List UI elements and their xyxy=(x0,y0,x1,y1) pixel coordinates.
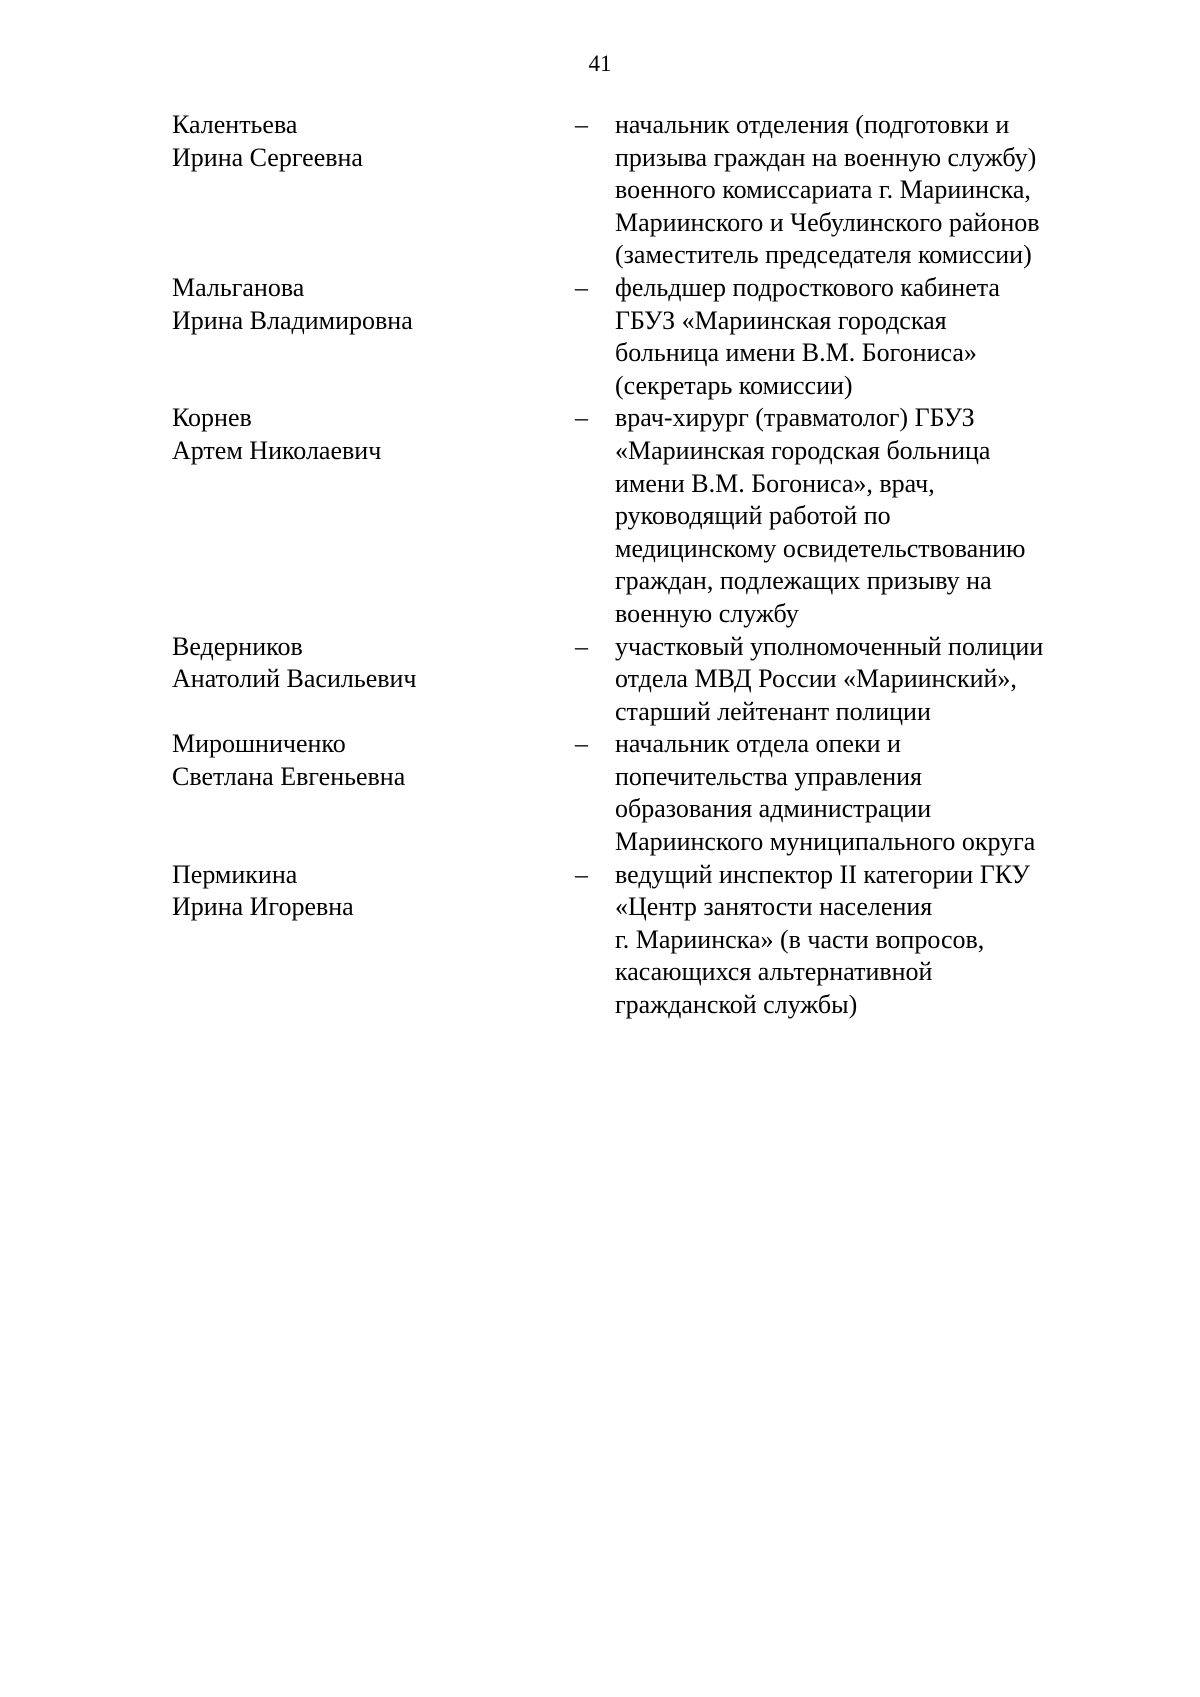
role-line: «Мариинская городская больница xyxy=(615,435,991,465)
role-line: попечительства управления xyxy=(615,761,923,791)
role-line: начальник отдела опеки и xyxy=(615,729,901,759)
member-role xyxy=(615,728,1095,858)
member-name xyxy=(172,272,572,337)
dash-separator: – xyxy=(575,272,588,302)
member-role xyxy=(615,272,1095,402)
member-role xyxy=(615,859,1095,1022)
member-entry xyxy=(0,272,1200,402)
member-entry xyxy=(0,728,1200,858)
member-given-names: Ирина Сергеевна xyxy=(172,142,363,172)
dash-separator: – xyxy=(575,859,588,889)
member-given-names: Артем Николаевич xyxy=(172,435,382,465)
member-surname: Пермикина xyxy=(172,859,298,889)
dash-separator: – xyxy=(575,110,588,139)
dash-separator: – xyxy=(575,403,588,433)
commission-member-list xyxy=(0,109,1200,1022)
role-line: военную службу xyxy=(615,598,799,628)
member-given-names: Ирина Владимировна xyxy=(172,305,413,335)
role-line: Мариинского и Чебулинского районов xyxy=(615,207,1040,237)
dash-separator: – xyxy=(575,631,588,661)
member-name xyxy=(172,728,572,793)
role-line: медицинскому освидетельствованию xyxy=(615,533,1026,563)
role-line: призыва граждан на военную службу) xyxy=(615,142,1037,172)
role-line: фельдшер подросткового кабинета xyxy=(615,272,1000,302)
member-surname: Мирошниченко xyxy=(172,729,346,759)
member-surname: Мальганова xyxy=(172,272,305,302)
dash-separator: – xyxy=(575,729,588,759)
role-line: врач-хирург (травматолог) ГБУЗ xyxy=(615,403,975,433)
role-line: военного комиссариата г. Мариинска, xyxy=(615,175,1031,205)
member-given-names: Анатолий Васильевич xyxy=(172,664,417,694)
member-entry xyxy=(0,631,1200,729)
member-surname: Ведерников xyxy=(172,631,303,661)
role-line: (секретарь комиссии) xyxy=(615,370,853,400)
role-line: имени В.М. Богониса», врач, xyxy=(615,468,935,498)
member-name xyxy=(172,859,572,924)
member-given-names: Светлана Евгеньевна xyxy=(172,761,406,791)
role-line: ГБУЗ «Мариинская городская xyxy=(615,305,947,335)
role-line: больница имени В.М. Богониса» xyxy=(615,338,977,368)
member-role xyxy=(615,402,1095,630)
role-line: (заместитель председателя комиссии) xyxy=(615,240,1032,270)
role-line: образования администрации xyxy=(615,794,932,824)
member-surname: Корнев xyxy=(172,403,252,433)
role-line: г. Мариинска» (в части вопросов, xyxy=(615,924,985,954)
member-role xyxy=(615,109,1095,272)
role-line: ведущий инспектор II категории ГКУ xyxy=(615,859,1030,889)
member-given-names: Ирина Игоревна xyxy=(172,892,354,922)
role-line: руководящий работой по xyxy=(615,501,891,531)
member-entry xyxy=(0,402,1200,630)
role-line: Мариинского муниципального округа xyxy=(615,827,1036,857)
role-line: «Центр занятости населения xyxy=(615,892,933,922)
member-entry xyxy=(0,859,1200,1022)
member-surname: Калентьева xyxy=(172,110,298,139)
role-line: начальник отделения (подготовки и xyxy=(615,110,1010,139)
member-name xyxy=(172,402,572,467)
member-name xyxy=(172,631,572,696)
role-line: касающихся альтернативной xyxy=(615,957,933,987)
member-entry xyxy=(0,109,1200,272)
role-line: участковый уполномоченный полиции xyxy=(615,631,1044,661)
role-line: отдела МВД России «Мариинский», xyxy=(615,664,1017,694)
member-role xyxy=(615,631,1095,729)
page-number: 41 xyxy=(588,51,612,76)
role-line: граждан, подлежащих призыву на xyxy=(615,566,992,596)
role-line: старший лейтенант полиции xyxy=(615,696,931,726)
role-line: гражданской службы) xyxy=(615,990,858,1020)
member-name xyxy=(172,109,572,174)
